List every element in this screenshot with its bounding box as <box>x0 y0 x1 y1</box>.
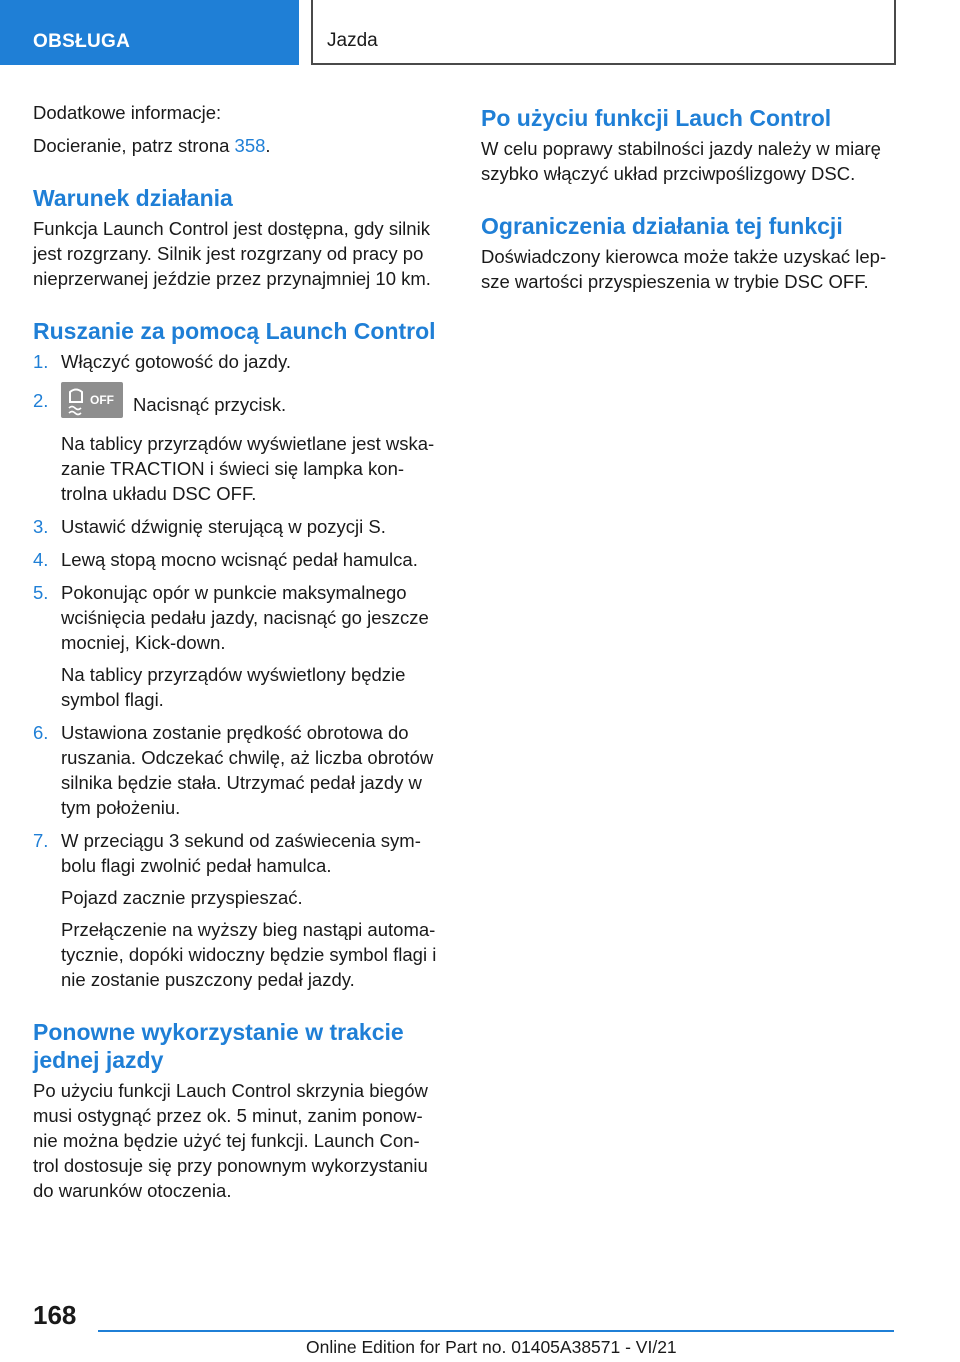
info-reference <box>33 133 445 158</box>
step-4 <box>33 547 445 572</box>
step-5 <box>33 580 445 712</box>
footer-edition: Online Edition for Part no. 01405A38571 - VI/21 <box>306 1337 677 1357</box>
dsc-off-symbol <box>61 382 123 418</box>
step-2-line-1: Nacisnąć przycisk. <box>133 393 287 415</box>
header-section-title: Jazda <box>311 0 896 65</box>
step-number: 3. <box>33 516 49 537</box>
step-7 <box>33 828 445 992</box>
right-column <box>481 100 901 302</box>
step-text: Na tablicy przyrządów wyświetlane jest wska-zanie TRACTION i świeci się lampka kon-trolna układu DSC OFF. <box>61 433 435 504</box>
dsc-off-button-icon <box>61 382 123 418</box>
step-number: 7. <box>33 830 49 851</box>
step-text: Włączyć gotowość do jazdy. <box>61 351 291 372</box>
heading-ograniczenia: Ograniczenia działania tej funkcji <box>481 213 843 239</box>
step-3 <box>33 514 445 539</box>
info-reference-end: . <box>265 135 271 156</box>
info-label: Dodatkowe informacje: <box>33 102 222 123</box>
heading-ponowne: Ponowne wykorzystanie w trakcie jednej jazdy <box>33 1019 404 1073</box>
heading-warunek: Warunek działania <box>33 185 233 211</box>
step-number: 6. <box>33 722 49 743</box>
warunek-text: Funkcja Launch Control jest dostępna, gdy silnik jest rozgrzany. Silnik jest rozgrzany od pracy po nieprzerwanej jeździe przez przynajmniej 10 km. <box>33 218 431 289</box>
page-number: 168 <box>33 1300 77 1330</box>
step-text: Ustawiona zostanie prędkość obrotowa do ruszania. Odczekać chwilę, aż liczba obrotów silnika będzie stała. Utrzymać pedał jazdy w tym położeniu. <box>61 722 434 818</box>
step-text: Przełączenie na wyższy bieg nastąpi automa-tycznie, dopóki widoczny będzie symbol flagi i nie zostanie puszczony pedał jazdy. <box>61 919 437 990</box>
step-number: 2. <box>33 390 49 411</box>
page-link-358[interactable]: 358 <box>234 135 266 156</box>
left-column <box>33 100 445 1211</box>
step-6 <box>33 720 445 820</box>
step-text <box>61 388 445 424</box>
step-2 <box>33 388 445 506</box>
ograniczenia-text: Doświadczony kierowca może także uzyskać lep-sze wartości przyspieszenia w trybie DSC OFF. <box>481 246 887 292</box>
footer-divider <box>98 1330 894 1332</box>
po-uzyciu-text: W celu poprawy stabilności jazdy należy w miarę szybko włączyć układ przciwpoślizgowy DSC. <box>481 138 881 184</box>
ponowne-text: Po użyciu funkcji Lauch Control skrzynia biegów musi ostygnąć przez ok. 5 minut, zanim ponow-nie można będzie użyć tej funkcji. Launch Con-trol dostosuje się przy ponownym wykorzystaniu do warunków otoczenia. <box>33 1080 428 1201</box>
step-text: Pokonując opór w punkcie maksymalnego wciśnięcia pedału jazdy, nacisnąć go jeszcze mocniej, Kick-down. <box>61 582 429 653</box>
step-text: W przeciągu 3 sekund od zaświecenia sym-bolu flagi zwolnić pedał hamulca. <box>61 830 421 876</box>
header-chapter-tab: OBSŁUGA <box>0 0 299 65</box>
heading-ruszanie: Ruszanie za pomocą Launch Control <box>33 318 436 344</box>
icon-off-label: OFF <box>90 393 114 407</box>
step-text: Na tablicy przyrządów wyświetlony będzie symbol flagi. <box>61 664 406 710</box>
step-text: Pojazd zacznie przyspieszać. <box>61 887 303 908</box>
step-number: 4. <box>33 549 49 570</box>
step-number: 5. <box>33 582 49 603</box>
step-text: Lewą stopą mocno wcisnąć pedał hamulca. <box>61 549 418 570</box>
step-1 <box>33 349 445 374</box>
step-text: Ustawić dźwignię sterującą w pozycji S. <box>61 516 386 537</box>
heading-po-uzyciu: Po użyciu funkcji Lauch Control <box>481 105 832 131</box>
step-number: 1. <box>33 351 49 372</box>
info-reference-text: Docieranie, patrz strona <box>33 135 235 156</box>
ruszanie-steps <box>33 349 445 992</box>
